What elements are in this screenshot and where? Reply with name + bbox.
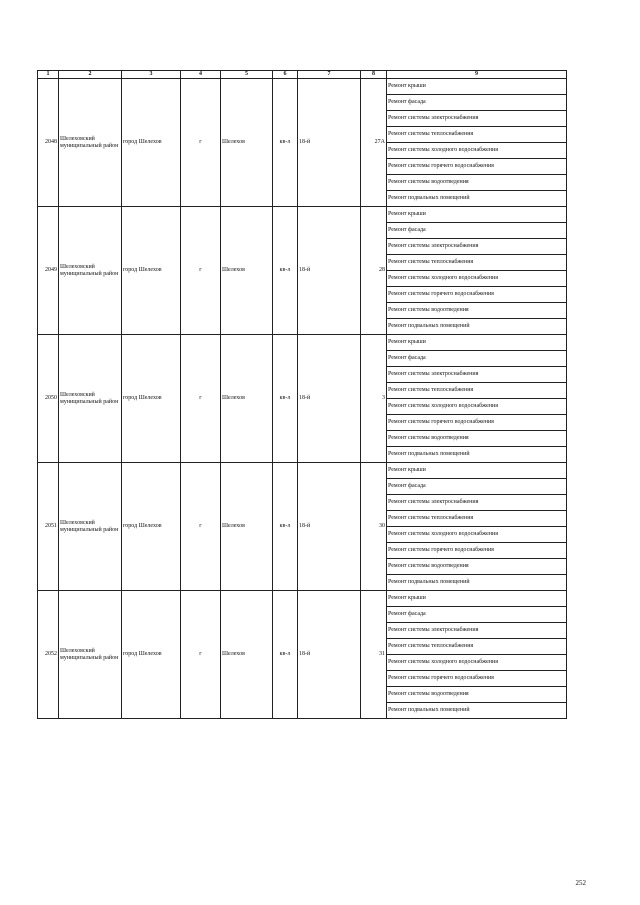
locality-type: г	[181, 207, 221, 335]
municipal-district: Шелеховский муниципальный район	[59, 335, 122, 463]
locality-name: Шелехов	[221, 463, 273, 591]
work-item: Ремонт системы водоотведения	[387, 303, 567, 319]
work-item: Ремонт системы электроснабжения	[387, 239, 567, 255]
record-number: 2051	[38, 463, 59, 591]
work-item: Ремонт системы электроснабжения	[387, 111, 567, 127]
work-item: Ремонт подвальных помещений	[387, 575, 567, 591]
work-item: Ремонт подвальных помещений	[387, 191, 567, 207]
municipal-district: Шелеховский муниципальный район	[59, 463, 122, 591]
header-col-7: 7	[298, 71, 361, 79]
settlement-name: город Шелехов	[122, 79, 181, 207]
work-item: Ремонт подвальных помещений	[387, 703, 567, 719]
header-col-8: 8	[361, 71, 387, 79]
header-col-2: 2	[59, 71, 122, 79]
work-item: Ремонт системы электроснабжения	[387, 623, 567, 639]
settlement-name: город Шелехов	[122, 207, 181, 335]
work-item: Ремонт системы водоотведения	[387, 559, 567, 575]
street-name: 18-й	[298, 335, 361, 463]
settlement-name: город Шелехов	[122, 335, 181, 463]
header-col-6: 6	[273, 71, 298, 79]
header-col-4: 4	[181, 71, 221, 79]
work-item: Ремонт системы горячего водоснабжения	[387, 287, 567, 303]
street-type: кв-л	[273, 591, 298, 719]
settlement-name: город Шелехов	[122, 463, 181, 591]
page-number: 252	[575, 879, 586, 887]
work-item: Ремонт системы теплоснабжения	[387, 639, 567, 655]
street-name: 18-й	[298, 463, 361, 591]
street-type: кв-л	[273, 463, 298, 591]
work-item: Ремонт крыши	[387, 463, 567, 479]
municipal-district: Шелеховский муниципальный район	[59, 79, 122, 207]
record-number: 2048	[38, 79, 59, 207]
locality-type: г	[181, 463, 221, 591]
table-row	[38, 463, 567, 479]
work-item: Ремонт системы теплоснабжения	[387, 383, 567, 399]
work-item: Ремонт крыши	[387, 79, 567, 95]
municipal-district: Шелеховский муниципальный район	[59, 207, 122, 335]
work-item: Ремонт фасада	[387, 351, 567, 367]
table-row	[38, 79, 567, 95]
settlement-name: город Шелехов	[122, 591, 181, 719]
work-item: Ремонт системы водоотведения	[387, 431, 567, 447]
street-type: кв-л	[273, 335, 298, 463]
house-number: 3	[361, 335, 387, 463]
municipal-district: Шелеховский муниципальный район	[59, 591, 122, 719]
work-item: Ремонт фасада	[387, 223, 567, 239]
street-name: 18-й	[298, 79, 361, 207]
work-item: Ремонт системы теплоснабжения	[387, 511, 567, 527]
street-name: 18-й	[298, 591, 361, 719]
record-number: 2052	[38, 591, 59, 719]
table-row	[38, 207, 567, 223]
work-item: Ремонт системы холодного водоснабжения	[387, 655, 567, 671]
house-number: 31	[361, 591, 387, 719]
work-item: Ремонт крыши	[387, 335, 567, 351]
work-item: Ремонт системы холодного водоснабжения	[387, 271, 567, 287]
header-col-1: 1	[38, 71, 59, 79]
work-item: Ремонт системы электроснабжения	[387, 367, 567, 383]
work-item: Ремонт системы теплоснабжения	[387, 255, 567, 271]
street-type: кв-л	[273, 79, 298, 207]
locality-type: г	[181, 335, 221, 463]
table-row	[38, 335, 567, 351]
work-item: Ремонт подвальных помещений	[387, 447, 567, 463]
house-number: 27А	[361, 79, 387, 207]
locality-type: г	[181, 591, 221, 719]
house-number: 28	[361, 207, 387, 335]
work-item: Ремонт системы водоотведения	[387, 175, 567, 191]
locality-type: г	[181, 79, 221, 207]
work-item: Ремонт системы холодного водоснабжения	[387, 143, 567, 159]
header-col-3: 3	[122, 71, 181, 79]
street-type: кв-л	[273, 207, 298, 335]
work-item: Ремонт системы водоотведения	[387, 687, 567, 703]
work-item: Ремонт системы теплоснабжения	[387, 127, 567, 143]
work-item: Ремонт системы горячего водоснабжения	[387, 159, 567, 175]
table-row	[38, 591, 567, 607]
works-table	[37, 70, 567, 719]
work-item: Ремонт крыши	[387, 207, 567, 223]
locality-name: Шелехов	[221, 207, 273, 335]
work-item: Ремонт фасада	[387, 479, 567, 495]
header-col-5: 5	[221, 71, 273, 79]
locality-name: Шелехов	[221, 79, 273, 207]
table-body	[38, 79, 567, 719]
work-item: Ремонт крыши	[387, 591, 567, 607]
work-item: Ремонт фасада	[387, 95, 567, 111]
work-item: Ремонт фасада	[387, 607, 567, 623]
record-number: 2049	[38, 207, 59, 335]
work-item: Ремонт системы горячего водоснабжения	[387, 543, 567, 559]
header-col-9: 9	[387, 71, 567, 79]
work-item: Ремонт системы горячего водоснабжения	[387, 671, 567, 687]
house-number: 30	[361, 463, 387, 591]
record-number: 2050	[38, 335, 59, 463]
header-row	[38, 71, 567, 79]
locality-name: Шелехов	[221, 335, 273, 463]
street-name: 18-й	[298, 207, 361, 335]
work-item: Ремонт системы электроснабжения	[387, 495, 567, 511]
work-item: Ремонт системы холодного водоснабжения	[387, 399, 567, 415]
locality-name: Шелехов	[221, 591, 273, 719]
work-item: Ремонт системы холодного водоснабжения	[387, 527, 567, 543]
work-item: Ремонт подвальных помещений	[387, 319, 567, 335]
work-item: Ремонт системы горячего водоснабжения	[387, 415, 567, 431]
